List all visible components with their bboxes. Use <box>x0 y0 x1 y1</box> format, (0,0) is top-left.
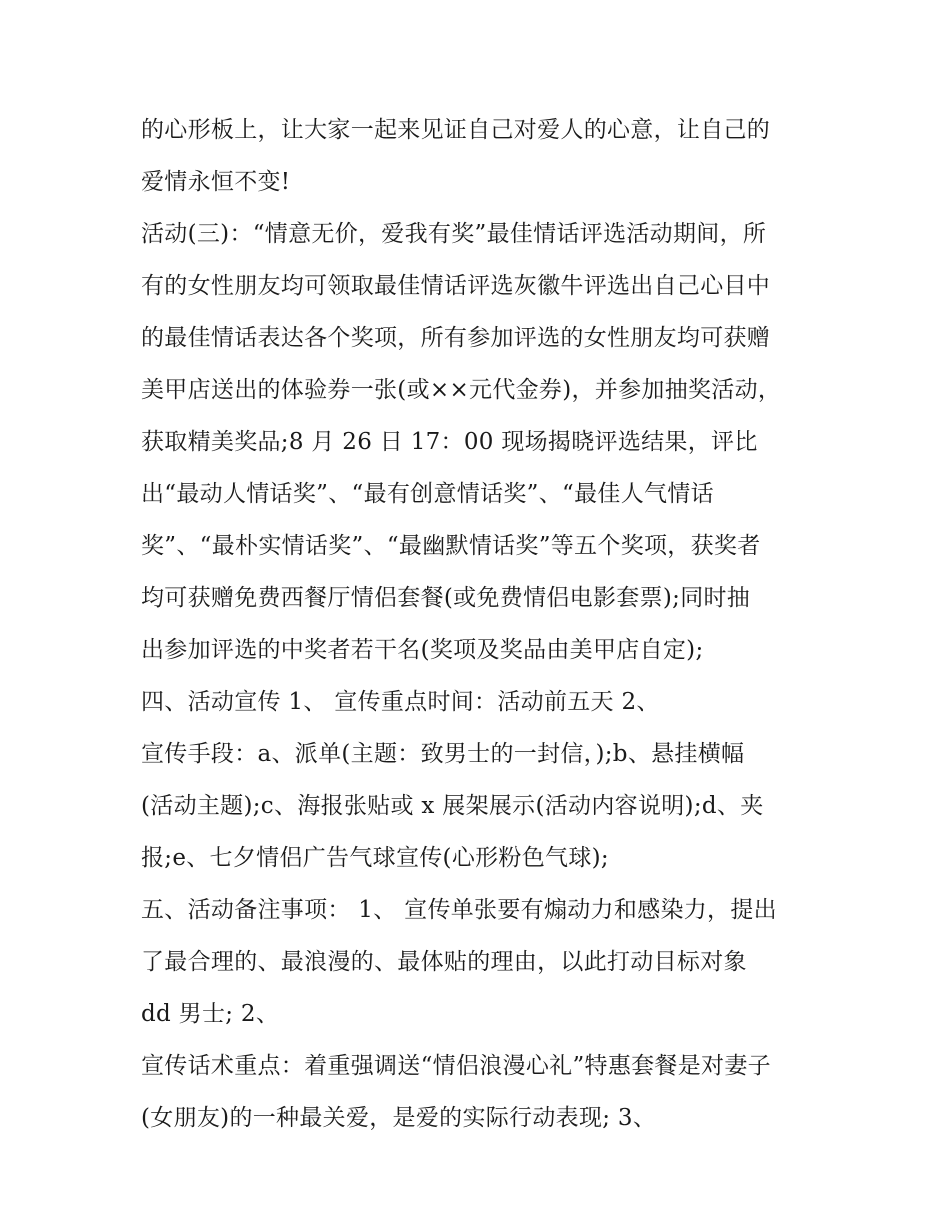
text-line: 四、活动宣传 1、 宣传重点时间：活动前五天 2、 <box>141 689 660 715</box>
text-line: 五、活动备注事项： 1、 宣传单张要有煽动力和感染力，提出 <box>141 897 777 923</box>
text-line: 宣传手段：a、派单(主题：致男士的一封信，);b、悬挂横幅 <box>141 741 745 767</box>
text-line: 爱情永恒不变! <box>141 169 291 195</box>
text-line: 出参加评选的中奖者若干名(奖项及奖品由美甲店自定); <box>141 637 704 663</box>
text-line: 美甲店送出的体验券一张(或××元代金券)，并参加抽奖活动， <box>141 377 782 403</box>
text-line: dd 男士; 2、 <box>141 1001 280 1027</box>
text-line: 的心形板上，让大家一起来见证自己对爱人的心意，让自己的 <box>141 117 771 143</box>
text-line: 了最合理的、最浪漫的、最体贴的理由，以此打动目标对象 <box>141 949 747 975</box>
document-body <box>141 104 821 1144</box>
text-line: 均可获赠免费西餐厅情侣套餐(或免费情侣电影套票);同时抽 <box>141 585 751 611</box>
text-line: 有的女性朋友均可领取最佳情话评选灰徽牛评选出自己心目中 <box>141 273 771 299</box>
text-line: 活动(三)：“情意无价，爱我有奖”最佳情话评选活动期间，所 <box>141 221 767 247</box>
text-line: 奖”、“最朴实情话奖”、“最幽默情话奖”等五个奖项，获奖者 <box>141 533 761 559</box>
text-line: 获取精美奖品;8 月 26 日 17：00 现场揭晓评选结果，评比 <box>141 429 758 455</box>
text-line: 出“最动人情话奖”、“最有创意情话奖”、“最佳人气情话 <box>141 481 714 507</box>
text-line: 报;e、七夕情侣广告气球宣传(心形粉色气球); <box>141 845 609 871</box>
text-line: (女朋友)的一种最关爱，是爱的实际行动表现; 3、 <box>141 1105 657 1131</box>
text-line: (活动主题);c、海报张贴或 x 展架展示(活动内容说明);d、夹 <box>141 793 764 819</box>
text-line: 的最佳情话表达各个奖项，所有参加评选的女性朋友均可获赠 <box>141 325 771 351</box>
text-line: 宣传话术重点：着重强调送“情侣浪漫心礼”特惠套餐是对妻子 <box>141 1053 771 1079</box>
